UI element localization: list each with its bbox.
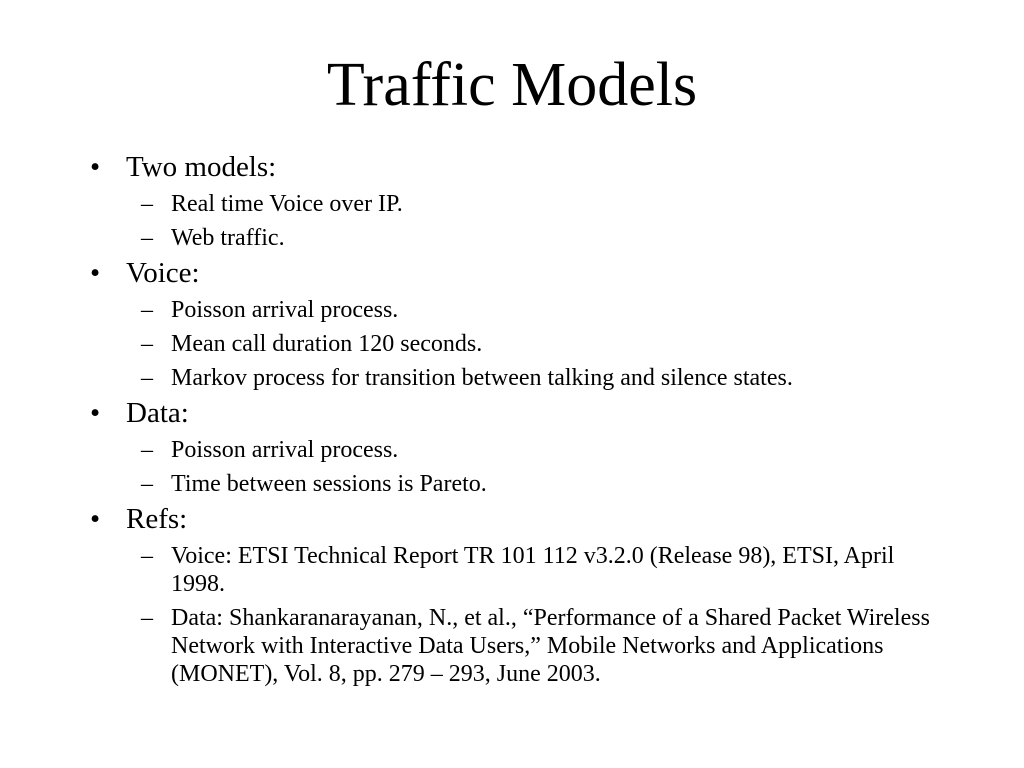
sub-item-text: Mean call duration 120 seconds. xyxy=(171,331,483,357)
dash-icon: – xyxy=(141,225,153,251)
slide-title: Traffic Models xyxy=(326,51,698,119)
bullet-refs xyxy=(90,502,946,536)
sub-item-text: Poisson arrival process. xyxy=(171,437,399,463)
dash-icon: – xyxy=(141,191,153,217)
sub-item xyxy=(141,224,951,252)
bullet-voice xyxy=(90,256,946,290)
sub-item-text: Real time Voice over IP. xyxy=(171,191,403,217)
sub-item-text: Time between sessions is Pareto. xyxy=(171,471,487,497)
sub-item xyxy=(141,330,951,358)
dash-icon: – xyxy=(141,437,153,463)
bullet-dot-icon: • xyxy=(90,257,101,289)
sub-item xyxy=(141,296,951,324)
bullet-two-models xyxy=(90,150,946,184)
dash-icon: – xyxy=(141,297,153,323)
sub-item-text: Markov process for transition between talking and silence states. xyxy=(171,365,793,391)
sub-item xyxy=(141,364,951,392)
sub-item xyxy=(141,190,951,218)
bullet-data xyxy=(90,396,946,430)
bullet-dot-icon: • xyxy=(90,151,101,183)
sub-item-text: Voice: ETSI Technical Report TR 101 112 v3.2.0 (Release 98), ETSI, April 1998. xyxy=(171,543,895,597)
dash-icon: – xyxy=(141,605,153,631)
sub-item-text: Data: Shankaranarayanan, N., et al., “Performance of a Shared Packet Wireless Network with Interactive Data Users,” Mobile Networks and Applications (MONET), Vol. 8, pp. 279 – 293, June 2003. xyxy=(171,605,930,687)
bullet-dot-icon: • xyxy=(90,397,101,429)
dash-icon: – xyxy=(141,543,153,569)
bullet-dot-icon: • xyxy=(90,503,101,535)
bullet-text: Refs: xyxy=(126,503,188,535)
bullet-text: Voice: xyxy=(126,257,200,289)
sub-item-text: Poisson arrival process. xyxy=(171,297,399,323)
dash-icon: – xyxy=(141,471,153,497)
sub-item xyxy=(141,436,951,464)
sub-item xyxy=(141,470,951,498)
bullet-text: Data: xyxy=(126,397,189,429)
sub-item xyxy=(141,604,951,688)
dash-icon: – xyxy=(141,365,153,391)
sub-item-text: Web traffic. xyxy=(171,225,285,251)
bullet-text: Two models: xyxy=(126,151,277,183)
slide-body xyxy=(0,146,1024,688)
dash-icon: – xyxy=(141,331,153,357)
sub-item xyxy=(141,542,951,598)
